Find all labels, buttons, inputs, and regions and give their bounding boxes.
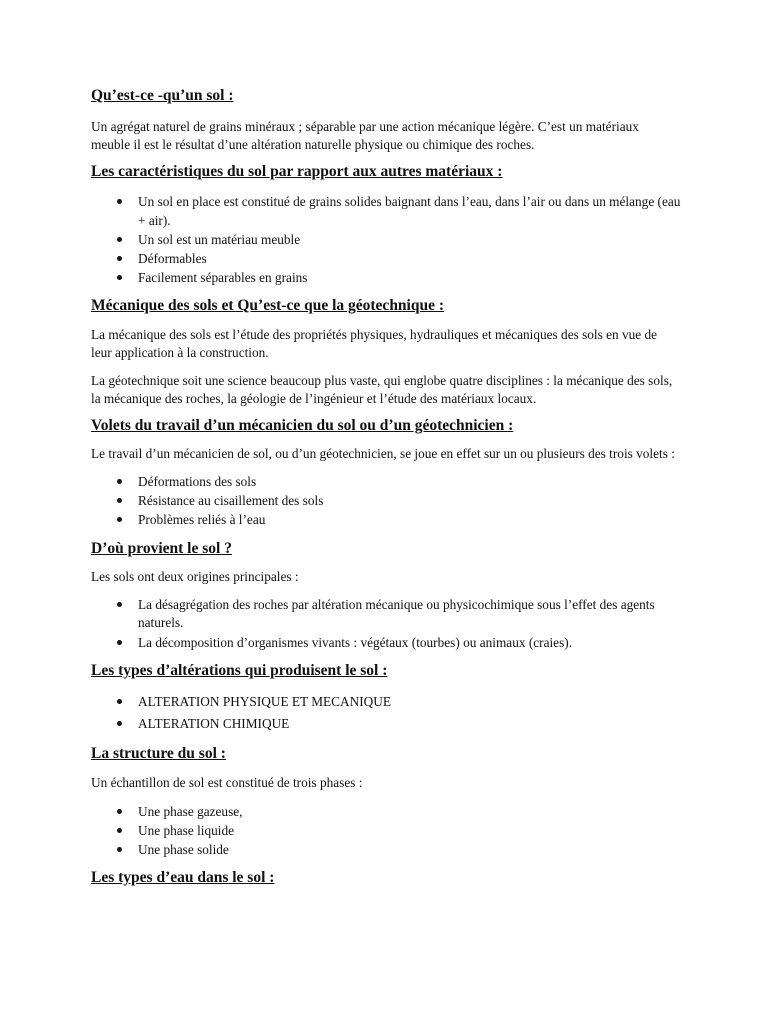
section-heading: Les types d’eau dans le sol : <box>91 869 275 887</box>
paragraph: La mécanique des sols est l’étude des propriétés physiques, hydrauliques et mécaniques des sols en vue de leur application à la construction. <box>91 327 658 361</box>
list-item: Un sol est un matériau meuble <box>91 231 681 250</box>
list-item: Facilement séparables en grains <box>91 269 681 288</box>
bullet-list <box>91 473 681 530</box>
paragraph: Un échantillon de sol est constitué de trois phases : <box>91 774 363 790</box>
section-heading: Mécanique des sols et Qu’est-ce que la géotechnique : <box>91 297 445 315</box>
list-item: Une phase gazeuse, <box>91 803 681 822</box>
section-heading: Qu’est-ce -qu’un sol : <box>91 87 234 104</box>
paragraph: Le travail d’un mécanicien de sol, ou d’un géotechnicien, se joue en effet sur un ou plusieurs des trois volets : <box>91 446 675 462</box>
bullet-list <box>91 193 681 287</box>
list-item: Une phase liquide <box>91 822 681 841</box>
list-item: Un sol en place est constitué de grains solides baignant dans l’eau, dans l’air ou dans un mélange (eau + air). <box>91 193 681 230</box>
section-heading: Les types d’altérations qui produisent le sol : <box>91 662 388 680</box>
list-item: Déformations des sols <box>91 473 681 492</box>
list-item: ALTERATION PHYSIQUE ET MECANIQUE <box>91 691 681 713</box>
list-item: Une phase solide <box>91 841 681 860</box>
section-heading: Les caractéristiques du sol par rapport aux autres matériaux : <box>91 163 503 180</box>
section-heading: La structure du sol : <box>91 744 226 762</box>
list-item: Déformables <box>91 250 681 269</box>
list-item: Problèmes reliés à l’eau <box>91 511 681 530</box>
bullet-list <box>91 691 681 735</box>
bullet-list <box>91 803 681 860</box>
paragraph: La géotechnique soit une science beaucoup plus vaste, qui englobe quatre disciplines : la mécanique des sols, la mécanique des roches, la géologie de l’ingénieur et l’étude des matériaux locaux. <box>91 373 673 407</box>
section-heading: D’où provient le sol ? <box>91 539 232 557</box>
bullet-list <box>91 596 681 652</box>
document-page <box>91 86 681 888</box>
paragraph: Les sols ont deux origines principales : <box>91 568 299 584</box>
list-item: Résistance au cisaillement des sols <box>91 492 681 511</box>
section-heading: Volets du travail d’un mécanicien du sol ou d’un géotechnicien : <box>91 417 514 435</box>
list-item: La décomposition d’organismes vivants : végétaux (tourbes) ou animaux (craies). <box>91 634 681 653</box>
paragraph: Un agrégat naturel de grains minéraux ; séparable par une action mécanique légère. C’est un matériaux meuble il est le résultat d’une altération naturelle physique ou chimique des roches. <box>91 119 639 152</box>
list-item: ALTERATION CHIMIQUE <box>91 713 681 735</box>
list-item: La désagrégation des roches par altération mécanique ou physicochimique sous l’effet des agents naturels. <box>91 596 681 633</box>
